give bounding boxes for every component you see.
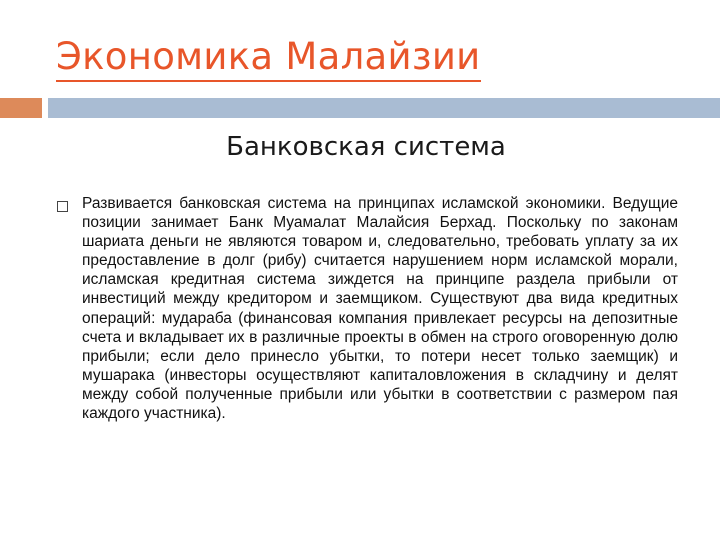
square-bullet-icon xyxy=(57,201,68,212)
accent-bar-orange xyxy=(0,98,42,118)
slide-title: Экономика Малайзии xyxy=(56,34,481,82)
accent-bar-blue xyxy=(48,98,720,118)
bullet-paragraph: Развивается банковская система на принципах исламской экономики. Ведущие позиции занимает Банк Муамалат Малайсия Берхад. Поскольку по законам шариата деньги не являются товаром и, следовательно, требовать уплату за их предоставление в долг (рибу) считается нарушением норм исламской морали, исламская кредитная система зиждется на принципе раздела прибыли от инвестиций между кредитором и заемщиком. Существуют два вида кредитных операций: мудараба (финансовая компания привлекает ресурсы на депозитные счета и вкладывает их в различные проекты в обмен на строго оговоренную долю прибыли; если дело принесло убытки, то потери несет только заемщик) и мушарака (инвесторы осуществляют капиталовложения в складчину и делят между собой полученные прибыли или убытки в соответствии с размером пая каждого участника). xyxy=(82,195,678,423)
slide-subtitle: Банковская система xyxy=(226,132,506,162)
